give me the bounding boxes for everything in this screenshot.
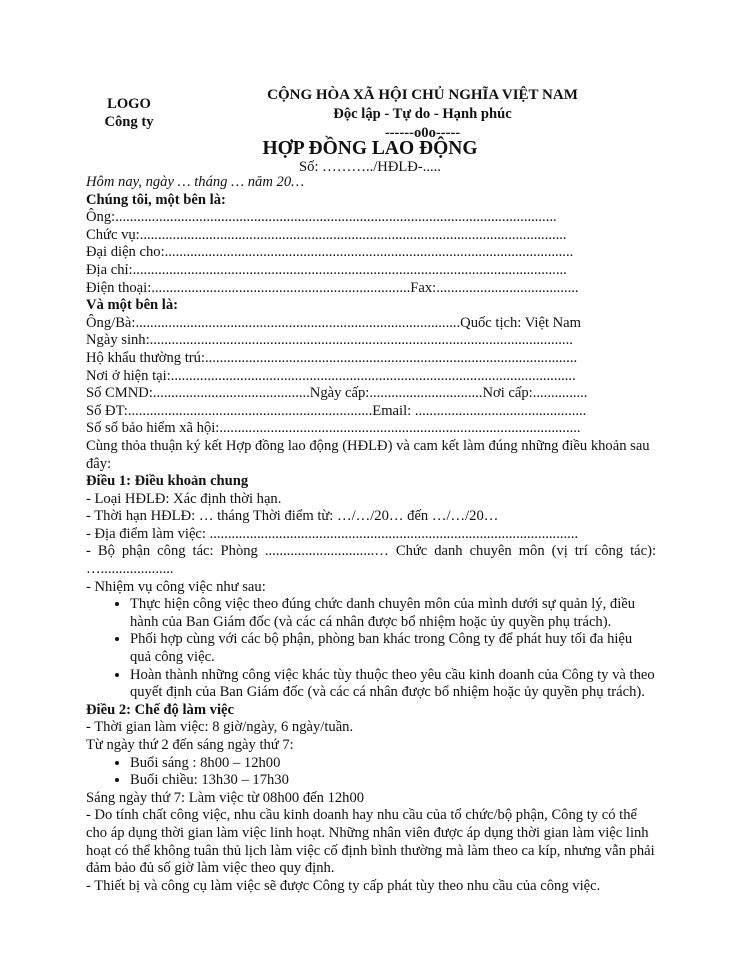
party-b-phone: Số ĐT:...................................................................Email: ............................................... <box>86 402 587 419</box>
party-a-representative: Đại diện cho:................................................................................................................ <box>86 244 574 261</box>
contract-term: - Thời hạn HĐLĐ: … tháng Thời điểm từ: …/…/20… đến …/…/20… <box>86 508 499 525</box>
article-2-heading: Điều 2: Chế độ làm việc <box>86 701 234 718</box>
saturday-schedule: Sáng ngày thứ 7: Làm việc từ 08h00 đến 12h00 <box>86 789 365 806</box>
party-a-phone: Điện thoại:.......................................................................Fax:....................................... <box>86 279 579 296</box>
list-item: • Buổi chiều: 13h30 – 17h30 <box>130 772 656 790</box>
department: - Bộ phận công tác: Phòng ..............................… Chức danh chuyên môn (vị trí công tác): ….................... <box>86 543 656 578</box>
party-a-name: Ông:......................................................................................................................... <box>86 209 557 226</box>
party-b-residence: Hộ khẩu thường trú:...................................................................................................... <box>86 349 578 366</box>
party-a-heading: Chúng tôi, một bên là: <box>86 191 226 208</box>
duties-list <box>86 596 656 702</box>
party-b-birthdate: Ngày sinh:.................................................................................................................... <box>86 332 573 349</box>
company-logo <box>96 95 162 131</box>
article-1-heading: Điều 1: Điều khoản chung <box>86 473 249 490</box>
company-label: Công ty <box>104 114 154 130</box>
document-title: HỢP ĐỒNG LAO ĐỘNG <box>262 138 478 159</box>
contract-type: - Loại HĐLĐ: Xác định thời hạn. <box>86 490 282 507</box>
party-a-position: Chức vụ:..................................................................................................................... <box>86 226 567 243</box>
party-b-heading: Và một bên là: <box>86 297 179 314</box>
flexible-hours: - Do tính chất công việc, nhu cầu kinh doanh hay nhu cầu của tổ chức/bộ phận, Công ty có thể cho áp dụng thời gian làm việc linh hoạt. Những nhân viên được áp dụng thời gian làm việc linh hoạt có thể không tuân thủ lịch làm việc cố định bình thường mà làm theo ca kíp, nhưng vẫn phải đảm bảo đủ số giờ làm việc theo quy định. <box>86 807 655 877</box>
party-b-insurance: Số sổ bảo hiểm xã hội:................................................................................................... <box>86 420 581 437</box>
date-line: Hôm nay, ngày … tháng … năm 20… <box>86 174 305 190</box>
document-number: Số: ………../HĐLĐ-..... <box>299 159 441 175</box>
logo-text: LOGO <box>107 96 151 112</box>
work-hours: - Thời gian làm việc: 8 giờ/ngày, 6 ngày/tuần. <box>86 719 354 736</box>
list-item: • Thực hiện công việc theo đúng chức danh chuyên môn của mình dưới sự quản lý, điều hành của Ban Giám đốc (và các cá nhân được bổ nhiệm hoặc ủy quyền phụ trách). <box>130 596 656 631</box>
divider: ------o0o----- <box>384 125 461 141</box>
national-header <box>250 86 595 143</box>
list-item: • Hoàn thành những công việc khác tùy thuộc theo yêu cầu kinh doanh của Công ty và theo quyết định của Ban Giám đốc (và các cá nhân được bổ nhiệm hoặc ủy quyền phụ trách). <box>130 667 656 702</box>
party-a-address: Địa chỉ:....................................................................................................................... <box>86 261 567 278</box>
party-b-current-address: Nơi ở hiện tại:............................................................................................................... <box>86 367 576 384</box>
duties-heading: - Nhiệm vụ công việc như sau: <box>86 578 266 595</box>
equipment-note: - Thiết bị và công cụ làm việc sẽ được Công ty cấp phát tùy theo nhu cầu của công việc. <box>86 877 601 894</box>
party-b-name: Ông/Bà:.........................................................................................Quốc tịch: Việt Nam <box>86 314 582 331</box>
work-place: - Địa điểm làm việc: ..................................................................................................... <box>86 525 579 542</box>
list-item: • Phối hợp cùng với các bộ phận, phòng ban khác trong Công ty để phát huy tối đa hiệu quả công việc. <box>130 631 656 666</box>
shift-list <box>86 755 656 790</box>
party-b-id: Số CMND:...........................................Ngày cấp:...............................Nơi cấp:............... <box>86 385 588 402</box>
contract-body <box>86 174 656 895</box>
national-title: CỘNG HÒA XÃ HỘI CHỦ NGHĨA VIỆT NAM <box>267 87 578 103</box>
weekday-schedule: Từ ngày thứ 2 đến sáng ngày thứ 7: <box>86 737 294 753</box>
motto: Độc lập - Tự do - Hạnh phúc <box>333 106 512 122</box>
list-item: • Buổi sáng : 8h00 – 12h00 <box>130 755 656 773</box>
agreement-text: Cùng thỏa thuận ký kết Hợp đồng lao động (HĐLĐ) và cam kết làm đúng những điều khoản sau đây: <box>86 437 650 472</box>
